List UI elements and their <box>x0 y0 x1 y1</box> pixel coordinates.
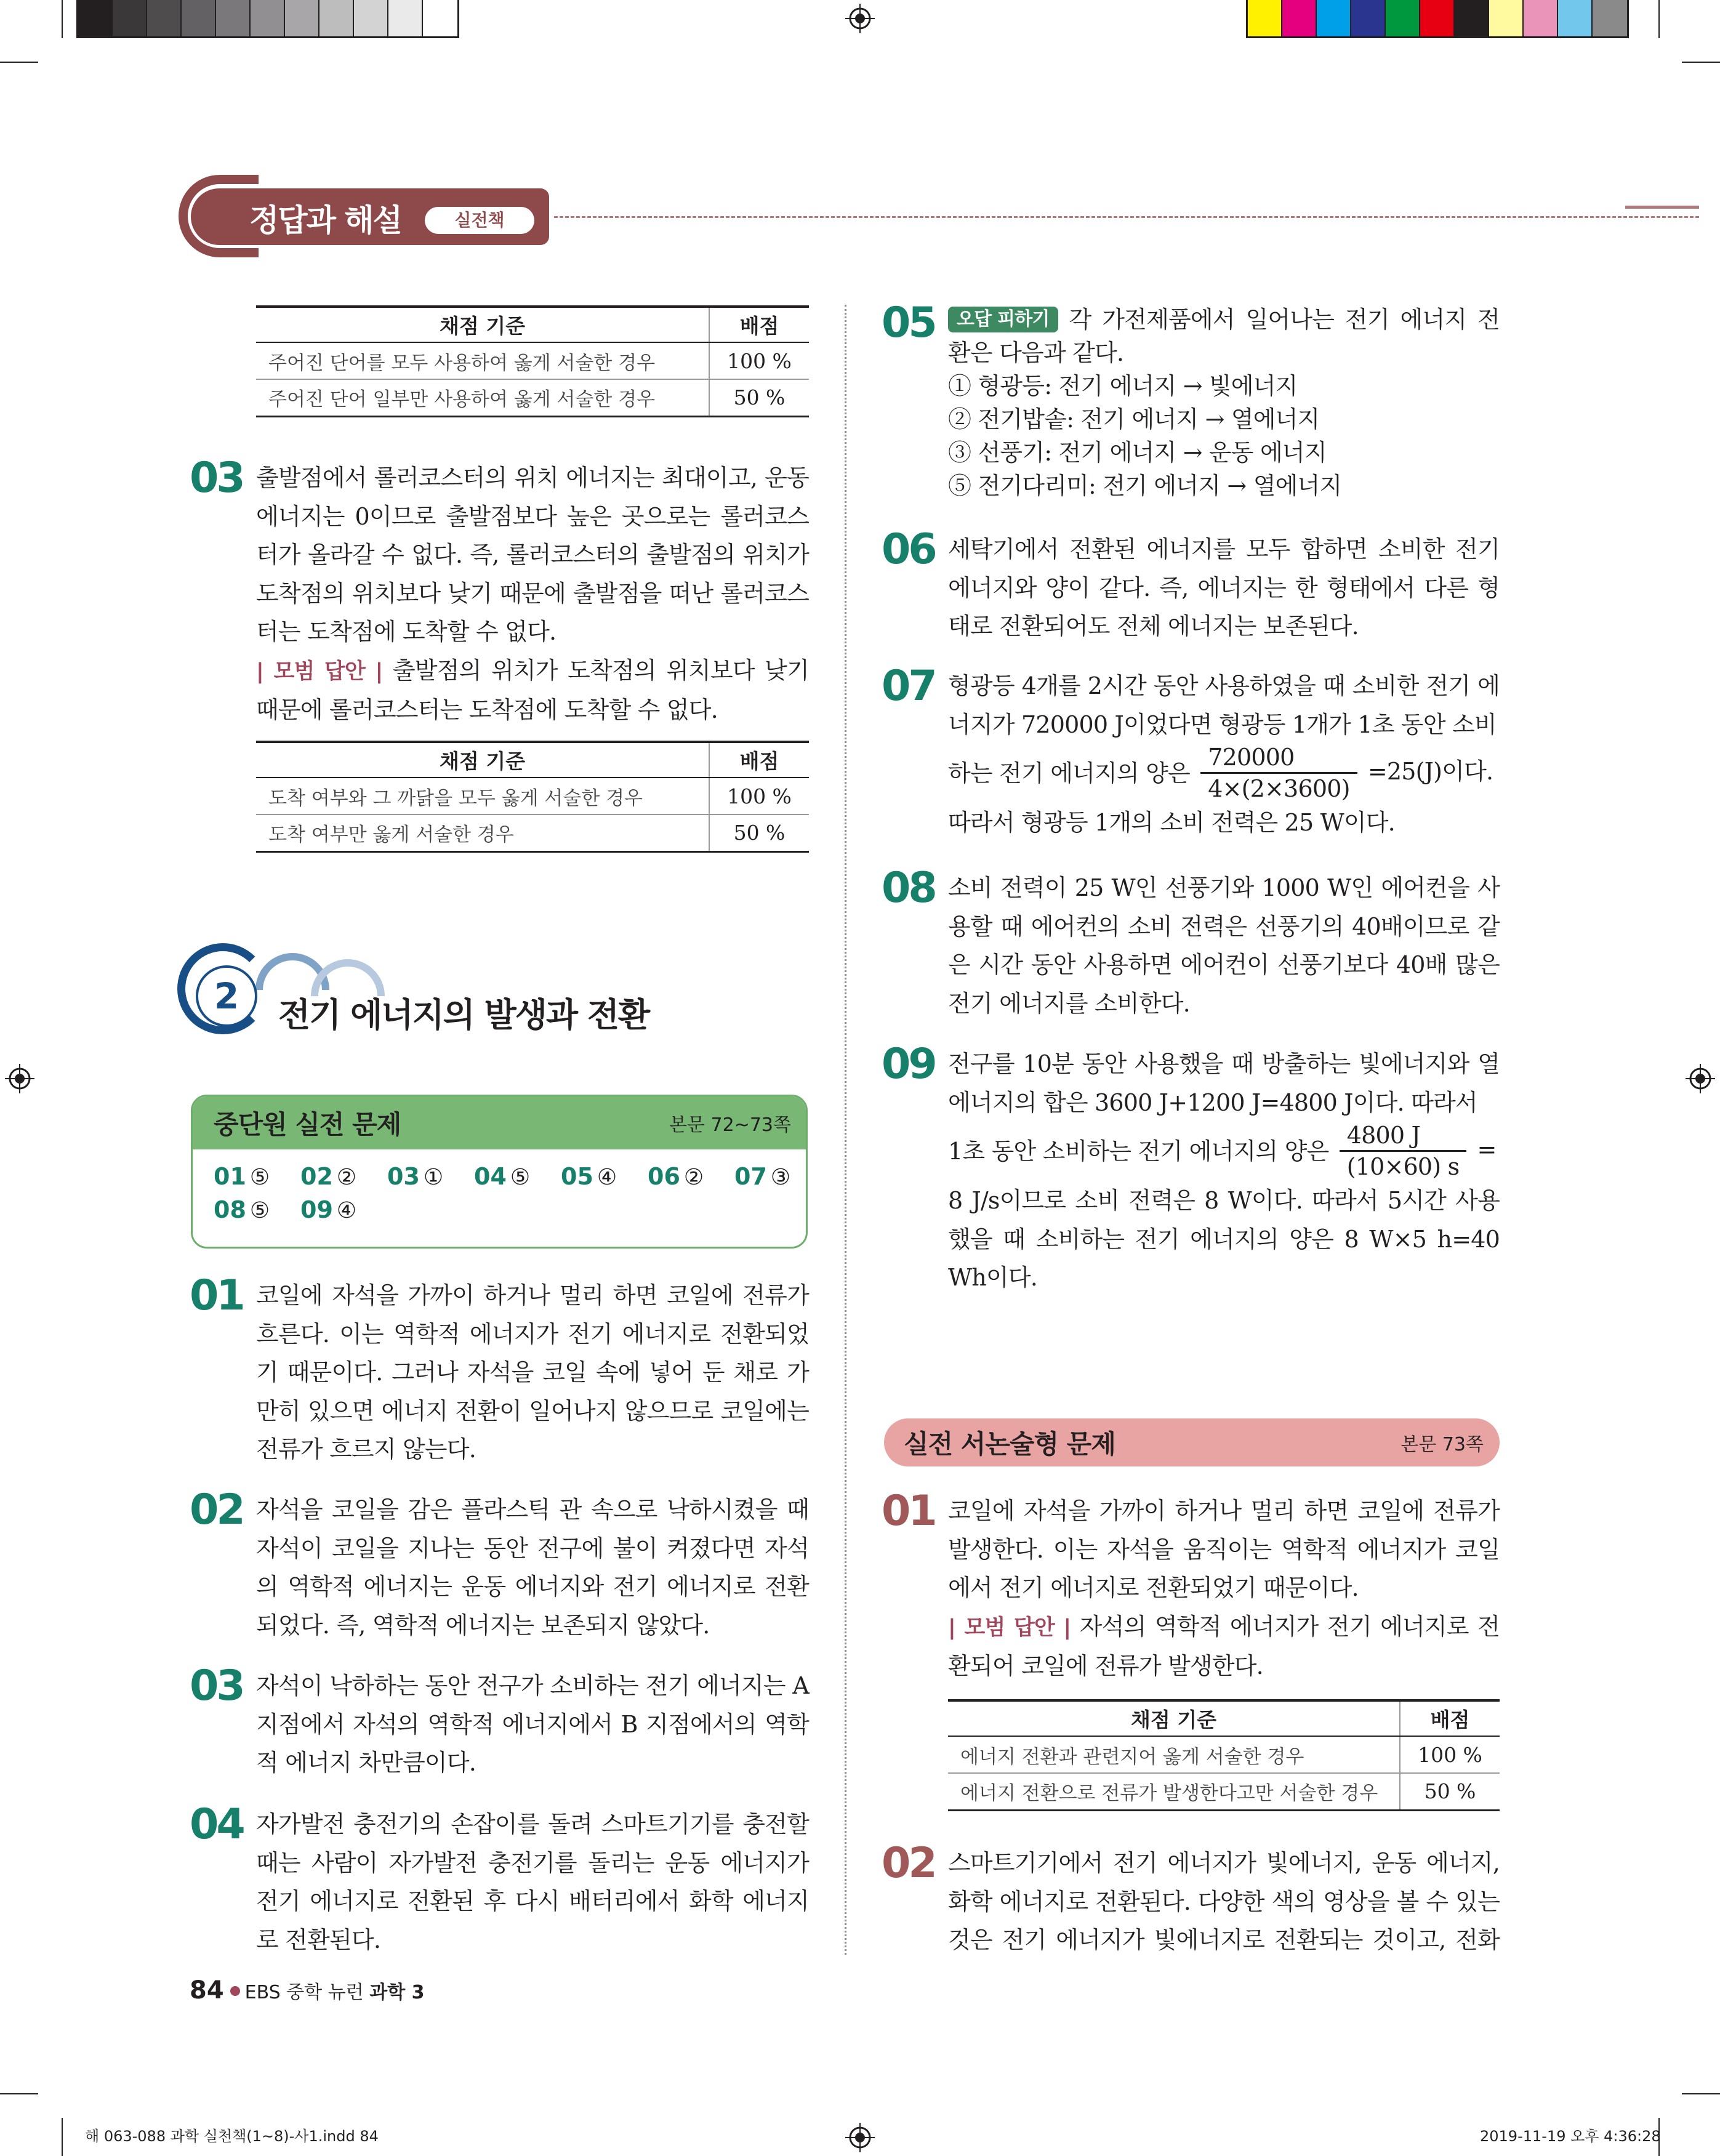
fraction <box>1200 744 1357 803</box>
essay-section-pages: 본문 73쪽 <box>1401 1434 1484 1455</box>
table-cell: 100 % <box>1400 1736 1500 1773</box>
answer-explanation <box>948 1492 1500 1686</box>
explanation-line: ① 형광등: 전기 에너지 → 빛에너지 <box>948 372 1298 400</box>
mid-unit-answer-box <box>191 1095 808 1249</box>
color-swatch <box>1282 0 1317 36</box>
answer-explanation: 자석을 코일을 감은 플라스틱 관 속으로 낙하시켰을 때 자석이 코일을 지나는 동안 전구에 불이 켜졌다면 자석의 역학적 에너지는 운동 에너지와 전기 에너지로 전환되었다. 즉, 역학적 에너지는 보존되지 않았다. <box>256 1496 809 1639</box>
essay-section-title: 실전 서논술형 문제 <box>904 1429 1115 1459</box>
explanation-text: 형광등 4개를 2시간 동안 사용하였을 때 소비한 전기 에너지가 720000 J이었다면 형광등 1개가 1초 동안 소비 <box>948 672 1500 738</box>
fraction-numerator: 4800 J <box>1340 1122 1467 1152</box>
question-number: 03 <box>190 1662 243 1710</box>
page-number: 84 <box>190 1976 224 2005</box>
answer-key-grid <box>193 1149 806 1223</box>
answer-key-item: 05 ④ <box>561 1163 617 1190</box>
answer-explanation: 소비 전력이 25 W인 선풍기와 1000 W인 에어컨을 사용할 때 에어컨의 소비 전력은 선풍기의 40배이므로 같은 시간 동안 사용하면 에어컨이 선풍기보다 40배 많은 전기 에너지를 소비한다. <box>948 874 1500 1017</box>
mid-unit-title: 중단원 실전 문제 <box>214 1109 401 1140</box>
color-swatch <box>1593 0 1627 36</box>
color-swatch <box>1317 0 1351 36</box>
table-cell: 100 % <box>709 778 809 815</box>
crop-mark <box>0 2093 38 2094</box>
color-swatch <box>354 0 388 36</box>
fraction-denominator: (10×60) s <box>1346 1153 1460 1180</box>
table-cell: 도착 여부만 옳게 서술한 경우 <box>256 815 709 851</box>
table-cell: 50 % <box>1400 1773 1500 1810</box>
color-swatch <box>147 0 182 36</box>
color-swatch <box>1558 0 1593 36</box>
subject-name: 과학 3 <box>369 1982 425 2003</box>
explanation-text: 전구를 10분 동안 사용했을 때 방출하는 빛에너지와 열에너지의 합은 3600 J+1200 J=4800 J이다. 따라서 <box>948 1050 1500 1116</box>
table-row <box>256 815 809 851</box>
registration-mark-icon <box>5 1064 34 1093</box>
question-number: 07 <box>882 662 935 710</box>
explanation-line: ⑤ 전기다리미: 전기 에너지 → 열에너지 <box>948 472 1342 499</box>
color-swatch <box>1524 0 1558 36</box>
slug-datetime: 2019-11-19 오후 4:36:28 <box>1480 2128 1661 2145</box>
explanation-text: 각 가전제품에서 일어나는 전기 에너지 전환은 다음과 같다. <box>948 306 1500 366</box>
answer-key-item: 01 ⑤ <box>214 1163 270 1190</box>
explanation-text: 1초 동안 소비하는 전기 에너지의 양은 <box>948 1138 1329 1165</box>
book-name: EBS 중학 뉴런 <box>244 1982 364 2003</box>
question-number: 08 <box>882 864 935 912</box>
question-number: 04 <box>190 1800 243 1849</box>
page-title: 정답과 해설 <box>249 203 401 238</box>
answer-explanation: 스마트기기에서 전기 에너지가 빛에너지, 운동 에너지, 화학 에너지로 전환된다. 다양한 색의 영상을 볼 수 있는 것은 전기 에너지가 빛에너지로 전환되는 것이고, 전화 <box>948 1849 1500 1953</box>
fraction-denominator: 4×(2×3600) <box>1208 775 1350 802</box>
color-swatch <box>388 0 423 36</box>
color-swatch <box>1351 0 1386 36</box>
crop-mark <box>0 62 38 63</box>
slug-filename: 해 063-088 과학 실천책(1~8)-사1.indd 84 <box>85 2128 379 2145</box>
crop-mark <box>62 0 63 38</box>
color-swatch <box>251 0 285 36</box>
question-number: 02 <box>882 1839 935 1888</box>
answer-explanation <box>256 459 809 730</box>
table-cell: 50 % <box>709 379 809 416</box>
scoring-table-middle <box>256 741 809 853</box>
model-answer-text: 자석의 역학적 에너지가 전기 에너지로 전환되어 코일에 전류가 발생한다. <box>948 1612 1500 1679</box>
crop-mark <box>1682 2093 1720 2094</box>
answer-explanation: 세탁기에서 전환된 에너지를 모두 합하면 소비한 전기 에너지와 양이 같다. 즉, 에너지는 한 형태에서 다른 형태로 전환되어도 전체 에너지는 보존된다. <box>948 536 1500 640</box>
crop-mark <box>1658 0 1660 38</box>
question-number: 02 <box>190 1486 243 1534</box>
color-swatch <box>216 0 251 36</box>
table-cell: 주어진 단어를 모두 사용하여 옳게 서술한 경우 <box>256 342 709 379</box>
scoring-table-top <box>256 305 809 417</box>
table-row <box>256 342 809 379</box>
page-footer <box>190 1976 425 2005</box>
answer-explanation <box>948 667 1500 842</box>
answer-explanation: 코일에 자석을 가까이 하거나 멀리 하면 코일에 전류가 흐른다. 이는 역학적 에너지가 전기 에너지로 전환되었기 때문이다. 그러나 자석을 코일 속에 넣어 둔 채로 가만히 있으면 에너지 전환이 일어나지 않으므로 코일에는 전류가 흐르지 않는다. <box>256 1282 809 1463</box>
explanation-text: = <box>1477 1136 1497 1163</box>
answer-key-item: 02 ② <box>300 1163 357 1190</box>
table-row <box>948 1736 1500 1773</box>
color-swatch <box>182 0 216 36</box>
model-answer-text: 출발점의 위치가 도착점의 위치보다 낮기 때문에 롤러코스터는 도착점에 도착할 수 없다. <box>256 656 809 723</box>
color-swatch <box>1386 0 1420 36</box>
table-header: 배점 <box>709 742 809 778</box>
question-number: 03 <box>190 454 243 502</box>
essay-section-header <box>884 1418 1500 1466</box>
table-header: 배점 <box>709 307 809 342</box>
wrong-answer-tip-badge: 오답 피하기 <box>948 307 1058 332</box>
table-row <box>256 778 809 815</box>
header-rule-accent <box>1625 206 1699 209</box>
answer-key-item: 09 ④ <box>300 1196 357 1223</box>
scoring-table-essay <box>948 1699 1500 1811</box>
answer-key-item: 07 ③ <box>734 1163 791 1190</box>
question-number: 01 <box>882 1487 935 1535</box>
fraction-numerator: 720000 <box>1200 744 1357 774</box>
explanation-text: =25(J)이다. <box>1367 758 1493 785</box>
question-number: 09 <box>882 1040 935 1088</box>
answer-key-item: 06 ② <box>648 1163 704 1190</box>
header-dashed-rule <box>554 216 1699 218</box>
color-swatch <box>1455 0 1489 36</box>
table-header: 채점 기준 <box>256 307 709 342</box>
table-cell: 100 % <box>709 342 809 379</box>
table-cell: 에너지 전환으로 전류가 발생한다고만 서술한 경우 <box>948 1773 1400 1810</box>
answer-explanation: 자석이 낙하하는 동안 전구가 소비하는 전기 에너지는 A 지점에서 자석의 역학적 에너지에서 B 지점에서의 역학적 에너지 차만큼이다. <box>256 1672 809 1776</box>
question-number: 06 <box>882 525 935 574</box>
crop-mark <box>1682 62 1720 63</box>
grayscale-color-bar <box>76 0 459 38</box>
mid-unit-pages: 본문 72~73쪽 <box>669 1114 791 1136</box>
explanation-text: 하는 전기 에너지의 양은 <box>948 760 1190 787</box>
explanation-text: 따라서 형광등 1개의 소비 전력은 25 W이다. <box>948 809 1395 836</box>
book-type-pill: 실전책 <box>425 207 534 234</box>
color-swatch <box>78 0 113 36</box>
table-cell: 50 % <box>709 815 809 851</box>
explanation-text: 8 J/s이므로 소비 전력은 8 W이다. 따라서 5시간 사용했을 때 소비하는 전기 에너지의 양은 8 W×5 h=40 Wh이다. <box>948 1187 1500 1291</box>
mid-unit-header <box>193 1096 806 1149</box>
registration-mark-icon <box>845 2123 875 2152</box>
table-row <box>948 1773 1500 1810</box>
color-swatch <box>285 0 319 36</box>
section-title: 전기 에너지의 발생과 전환 <box>278 996 649 1034</box>
model-answer-label: | 모범 답안 | <box>256 659 383 684</box>
table-cell: 에너지 전환과 관련지어 옳게 서술한 경우 <box>948 1736 1400 1773</box>
answer-explanation <box>948 303 1500 502</box>
section-number: 2 <box>196 965 257 1027</box>
table-row <box>256 379 809 416</box>
footer-dot <box>230 1986 240 1996</box>
answer-explanation <box>948 1045 1500 1297</box>
answer-explanation: 자가발전 충전기의 손잡이를 돌려 스마트기기를 충전할 때는 사람이 자가발전 충전기를 돌리는 운동 에너지가 전기 에너지로 전환된 후 다시 배터리에서 화학 에너지로 전환된다. <box>256 1811 809 1953</box>
color-swatch <box>1248 0 1282 36</box>
explanation-line: ③ 선풍기: 전기 에너지 → 운동 에너지 <box>948 439 1327 466</box>
registration-mark-icon <box>1686 1064 1715 1093</box>
color-swatch <box>319 0 354 36</box>
question-number: 01 <box>190 1271 243 1320</box>
table-header: 채점 기준 <box>948 1700 1400 1736</box>
column-divider <box>845 305 846 1955</box>
fraction <box>1340 1122 1467 1181</box>
question-number: 05 <box>882 299 935 347</box>
table-header: 채점 기준 <box>256 742 709 778</box>
answer-key-item: 04 ⑤ <box>474 1163 531 1190</box>
color-swatch <box>1489 0 1524 36</box>
process-color-bar <box>1246 0 1629 38</box>
table-header: 배점 <box>1400 1700 1500 1736</box>
registration-mark-icon <box>845 4 875 33</box>
color-swatch <box>423 0 457 36</box>
table-cell: 도착 여부와 그 까닭을 모두 옳게 서술한 경우 <box>256 778 709 815</box>
crop-mark <box>62 2118 63 2156</box>
answer-key-item: 08 ⑤ <box>214 1196 270 1223</box>
table-cell: 주어진 단어 일부만 사용하여 옳게 서술한 경우 <box>256 379 709 416</box>
answer-key-item: 03 ① <box>387 1163 444 1190</box>
model-answer-label: | 모범 답안 | <box>948 1615 1071 1640</box>
color-swatch <box>113 0 147 36</box>
color-swatch <box>1420 0 1455 36</box>
explanation-text: 출발점에서 롤러코스터의 위치 에너지는 최대이고, 운동 에너지는 0이므로 출발점보다 높은 곳으로는 롤러코스터가 올라갈 수 없다. 즉, 롤러코스터의 출발점의 위치가 도착점의 위치보다 낮기 때문에 출발점을 떠난 롤러코스터는 도착점에 도착할 수 없다. <box>256 464 809 645</box>
explanation-line: ② 전기밥솥: 전기 에너지 → 열에너지 <box>948 406 1320 433</box>
explanation-text: 코일에 자석을 가까이 하거나 멀리 하면 코일에 전류가 발생한다. 이는 자석을 움직이는 역학적 에너지가 코일에서 전기 에너지로 전환되었기 때문이다. <box>948 1497 1500 1601</box>
